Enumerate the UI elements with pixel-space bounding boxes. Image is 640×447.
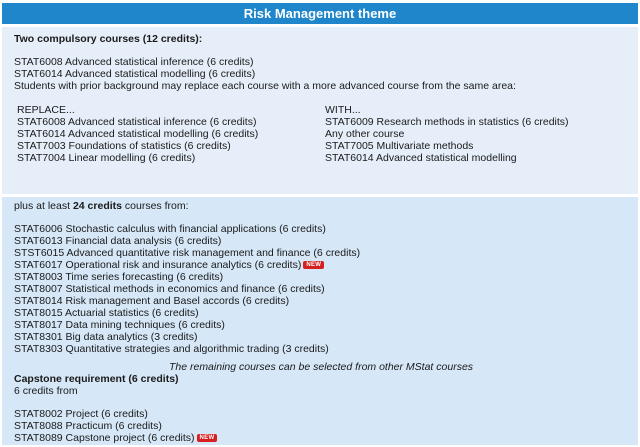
replacement-table xyxy=(14,104,628,164)
replace-column xyxy=(14,104,325,164)
capstone-sub: 6 credits from xyxy=(14,385,78,397)
elective-course: STAT6006 Stochastic calculus with financial applications (6 credits) xyxy=(14,223,326,235)
remaining-courses-note: The remaining courses can be selected from other MStat courses xyxy=(168,361,474,373)
replace-course: STAT7003 Foundations of statistics (6 credits) xyxy=(17,140,231,152)
replacement-note: Students with prior background may replace each course with a more advanced course from the same area: xyxy=(14,80,516,92)
elective-course: STAT6013 Financial data analysis (6 credits) xyxy=(14,235,222,247)
page xyxy=(2,3,638,445)
capstone-course: STAT8002 Project (6 credits) xyxy=(14,408,148,420)
with-column xyxy=(325,104,625,164)
replace-course: STAT6008 Advanced statistical inference (6 credits) xyxy=(17,116,257,128)
with-course: STAT6014 Advanced statistical modelling xyxy=(325,152,517,164)
elective-intro: plus at least 24 credits courses from: xyxy=(14,200,189,212)
capstone-course: STAT8089 Capstone project (6 credits) NEW xyxy=(14,432,628,444)
compulsory-course: STAT6014 Advanced statistical modelling (6 credits) xyxy=(14,68,256,80)
elective-credits: 24 credits xyxy=(72,200,122,212)
elective-course: STAT8014 Risk management and Basel accords (6 credits) xyxy=(14,295,290,307)
elective-course: STAT6017 Operational risk and insurance analytics (6 credits) NEW xyxy=(14,259,628,271)
elective-section xyxy=(2,197,638,445)
with-course: STAT6009 Research methods in statistics (6 credits) xyxy=(325,116,569,128)
elective-course: STAT8003 Time series forecasting (6 credits) xyxy=(14,271,224,283)
compulsory-section xyxy=(2,27,638,194)
replace-course: STAT6014 Advanced statistical modelling (6 credits) xyxy=(17,128,259,140)
capstone-heading: Capstone requirement (6 credits) xyxy=(14,373,179,385)
elective-course: STAT8015 Actuarial statistics (6 credits) xyxy=(14,307,199,319)
replace-course: STAT7004 Linear modelling (6 credits) xyxy=(17,152,196,164)
replace-label: REPLACE... xyxy=(17,104,75,116)
elective-course: STAT8007 Statistical methods in economics and finance (6 credits) xyxy=(14,283,325,295)
elective-course: STAT8303 Quantitative strategies and algorithmic trading (3 credits) xyxy=(14,343,329,355)
compulsory-heading: Two compulsory courses (12 credits): xyxy=(14,33,203,45)
with-label: WITH... xyxy=(325,104,361,116)
elective-course: STAT8017 Data mining techniques (6 credits) xyxy=(14,319,225,331)
new-badge: NEW xyxy=(197,434,218,442)
compulsory-course: STAT6008 Advanced statistical inference (6 credits) xyxy=(14,56,254,68)
elective-course: STST6015 Advanced quantitative risk management and finance (6 credits) xyxy=(14,247,361,259)
elective-course: STAT8301 Big data analytics (3 credits) xyxy=(14,331,198,343)
with-course: STAT7005 Multivariate methods xyxy=(325,140,474,152)
with-course: Any other course xyxy=(325,128,405,140)
capstone-course: STAT8088 Practicum (6 credits) xyxy=(14,420,162,432)
new-badge: NEW xyxy=(303,261,324,269)
theme-title: Risk Management theme xyxy=(2,3,638,24)
